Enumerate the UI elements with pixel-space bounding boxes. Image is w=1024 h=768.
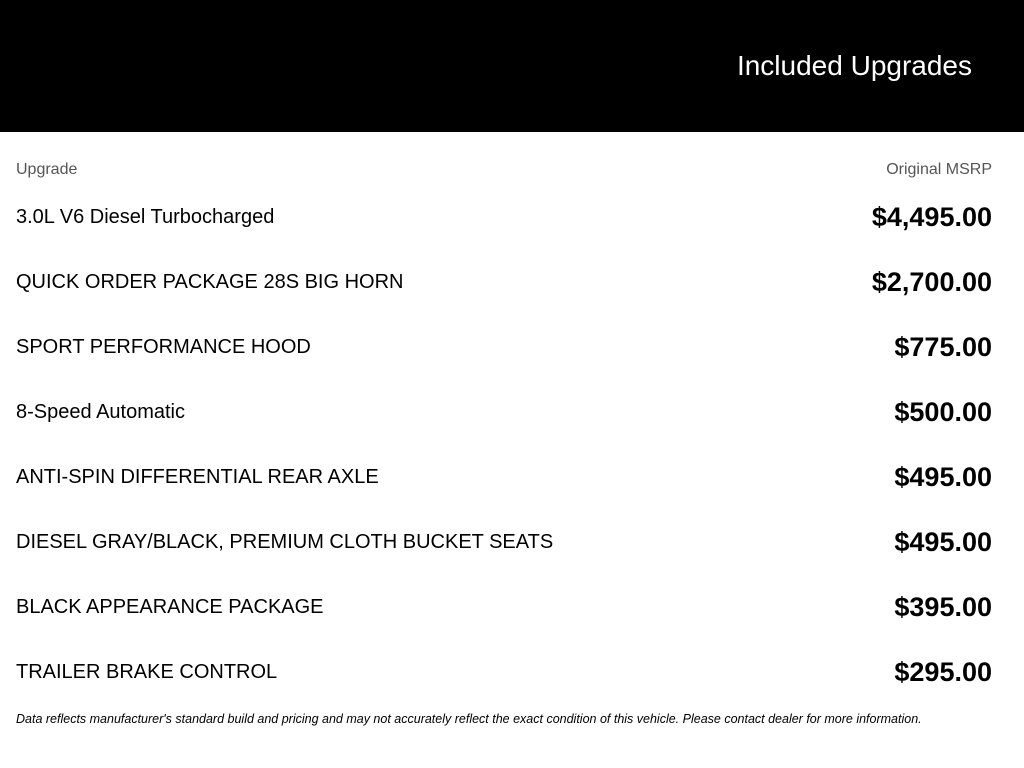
upgrade-name: QUICK ORDER PACKAGE 28S BIG HORN: [16, 271, 404, 293]
table-row: [16, 185, 992, 250]
table-row: [16, 250, 992, 315]
column-header-msrp: Original MSRP: [886, 161, 992, 178]
upgrade-name: DIESEL GRAY/BLACK, PREMIUM CLOTH BUCKET SEATS: [16, 531, 554, 553]
upgrade-name: SPORT PERFORMANCE HOOD: [16, 336, 311, 358]
table-row: [16, 575, 992, 640]
upgrade-price: $2,700.00: [871, 267, 992, 297]
upgrade-name: 8-Speed Automatic: [16, 401, 185, 423]
upgrade-price: $295.00: [894, 657, 992, 687]
page-title: Included Upgrades: [736, 50, 972, 81]
upgrade-name: TRAILER BRAKE CONTROL: [16, 661, 278, 683]
upgrade-price: $495.00: [894, 462, 992, 492]
upgrade-price: $4,495.00: [871, 202, 992, 232]
upgrade-name: 3.0L V6 Diesel Turbocharged: [16, 206, 275, 228]
upgrade-name: ANTI-SPIN DIFFERENTIAL REAR AXLE: [16, 466, 379, 488]
table-row: [16, 315, 992, 380]
upgrade-price: $500.00: [894, 397, 992, 427]
upgrade-price: $775.00: [894, 332, 992, 362]
upgrade-rows: [16, 185, 992, 705]
table-row: [16, 640, 992, 705]
column-headers: [16, 158, 992, 182]
disclaimer-text: Data reflects manufacturer's standard build and pricing and may not accurately reflect the exact condition of this vehicle. Please contact dealer for more information.: [16, 712, 922, 726]
table-row: [16, 380, 992, 445]
header-bar: [0, 0, 1024, 132]
upgrade-name: BLACK APPEARANCE PACKAGE: [16, 596, 324, 618]
table-row: [16, 510, 992, 575]
upgrade-price: $495.00: [894, 527, 992, 557]
upgrades-table: [16, 158, 992, 705]
upgrade-price: $395.00: [894, 592, 992, 622]
column-header-upgrade: Upgrade: [16, 161, 78, 178]
table-row: [16, 445, 992, 510]
